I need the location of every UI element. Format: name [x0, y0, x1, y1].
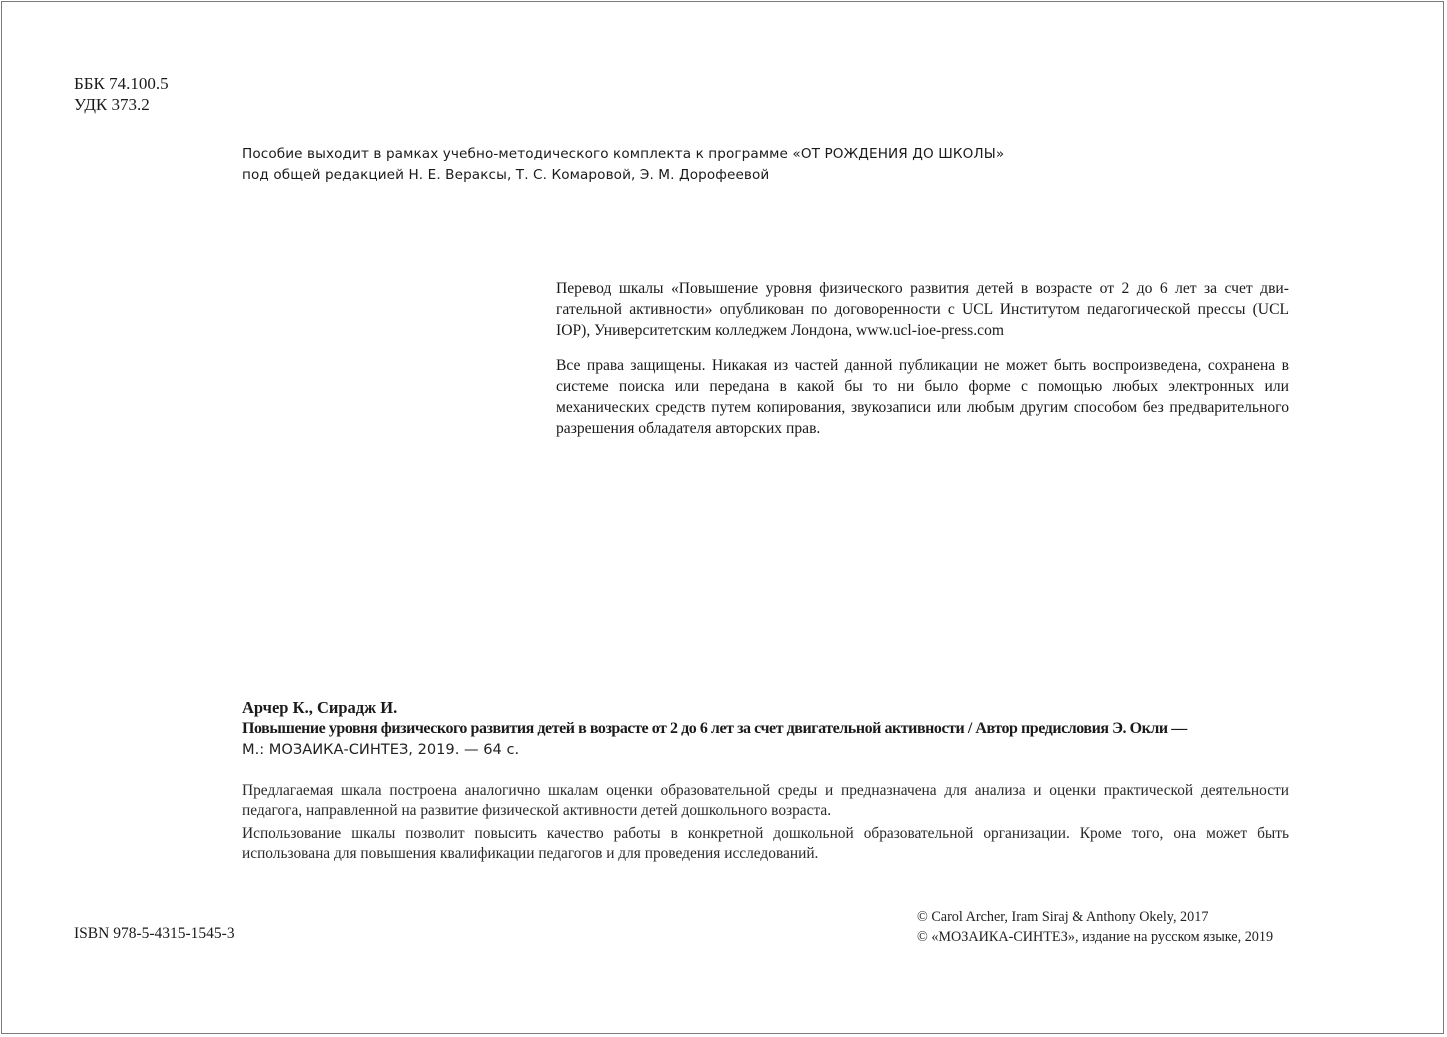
translation-notice: Перевод шкалы «Повышение уровня физического развития детей в возрасте от 2 до 6 лет за счет двигательной активности» опубликован по договоренности с UCL Институтом педагогической прессы (UCL IOP), Университетским колледжем Лондона, www.ucl-ioe-press.com: [556, 280, 1289, 339]
authors: Арчер К., Сирадж И.: [242, 698, 398, 717]
series-note-line-2: под общей редакцией Н. Е. Вераксы, Т. С. Комаровой, Э. М. Дорофеевой: [242, 167, 770, 183]
bibliographic-record: [242, 697, 1289, 760]
series-note: [242, 144, 1004, 186]
series-note-line-1: Пособие выходит в рамках учебно-методического комплекта к программе «ОТ РОЖДЕНИЯ ДО ШКОЛЫ»: [242, 146, 1005, 162]
bbk-code: ББК 74.100.5: [74, 74, 169, 93]
isbn: ISBN 978-5-4315-1545-3: [74, 925, 235, 942]
annotation: [242, 781, 1289, 867]
annotation-paragraph-2: Использование шкалы позволит повысить качество работы в конкретной дошкольной образовательной организации. Кроме того, она может быть использована для повышения квалификации педагогов и для проведения исследований.: [242, 825, 1289, 862]
classification-codes: [74, 73, 169, 115]
book-title: Повышение уровня физического развития детей в возрасте от 2 до 6 лет за счет двигательной активности / Автор предисловия Э. Окли —: [242, 720, 1187, 737]
rights-block: [556, 278, 1289, 453]
udk-code: УДК 373.2: [74, 95, 150, 114]
copyright-notice: Все права защищены. Никакая из частей данной публикации не может быть воспроизведена, сохранена в системе поиска или передана в какой бы то ни было форме с помощью любых электронных или механических средств путем копирования, звукозаписи или любым другим способом без предварительного разрешения обладателя авторских прав.: [556, 357, 1289, 437]
copyright-original: © Carol Archer, Iram Siraj & Anthony Okely, 2017: [917, 909, 1209, 925]
annotation-paragraph-1: Предлагаемая шкала построена аналогично шкалам оценки образовательной среды и предназначена для анализа и оценки практической деятельности педагога, направленной на развитие физической активности детей дошкольного возраста.: [242, 782, 1289, 819]
copyright-russian-edition: © «МОЗАИКА-СИНТЕЗ», издание на русском языке, 2019: [917, 929, 1274, 945]
publication-info: М.: МОЗАИКА-СИНТЕЗ, 2019. — 64 с.: [242, 741, 520, 758]
copyright-lines: [917, 907, 1273, 947]
